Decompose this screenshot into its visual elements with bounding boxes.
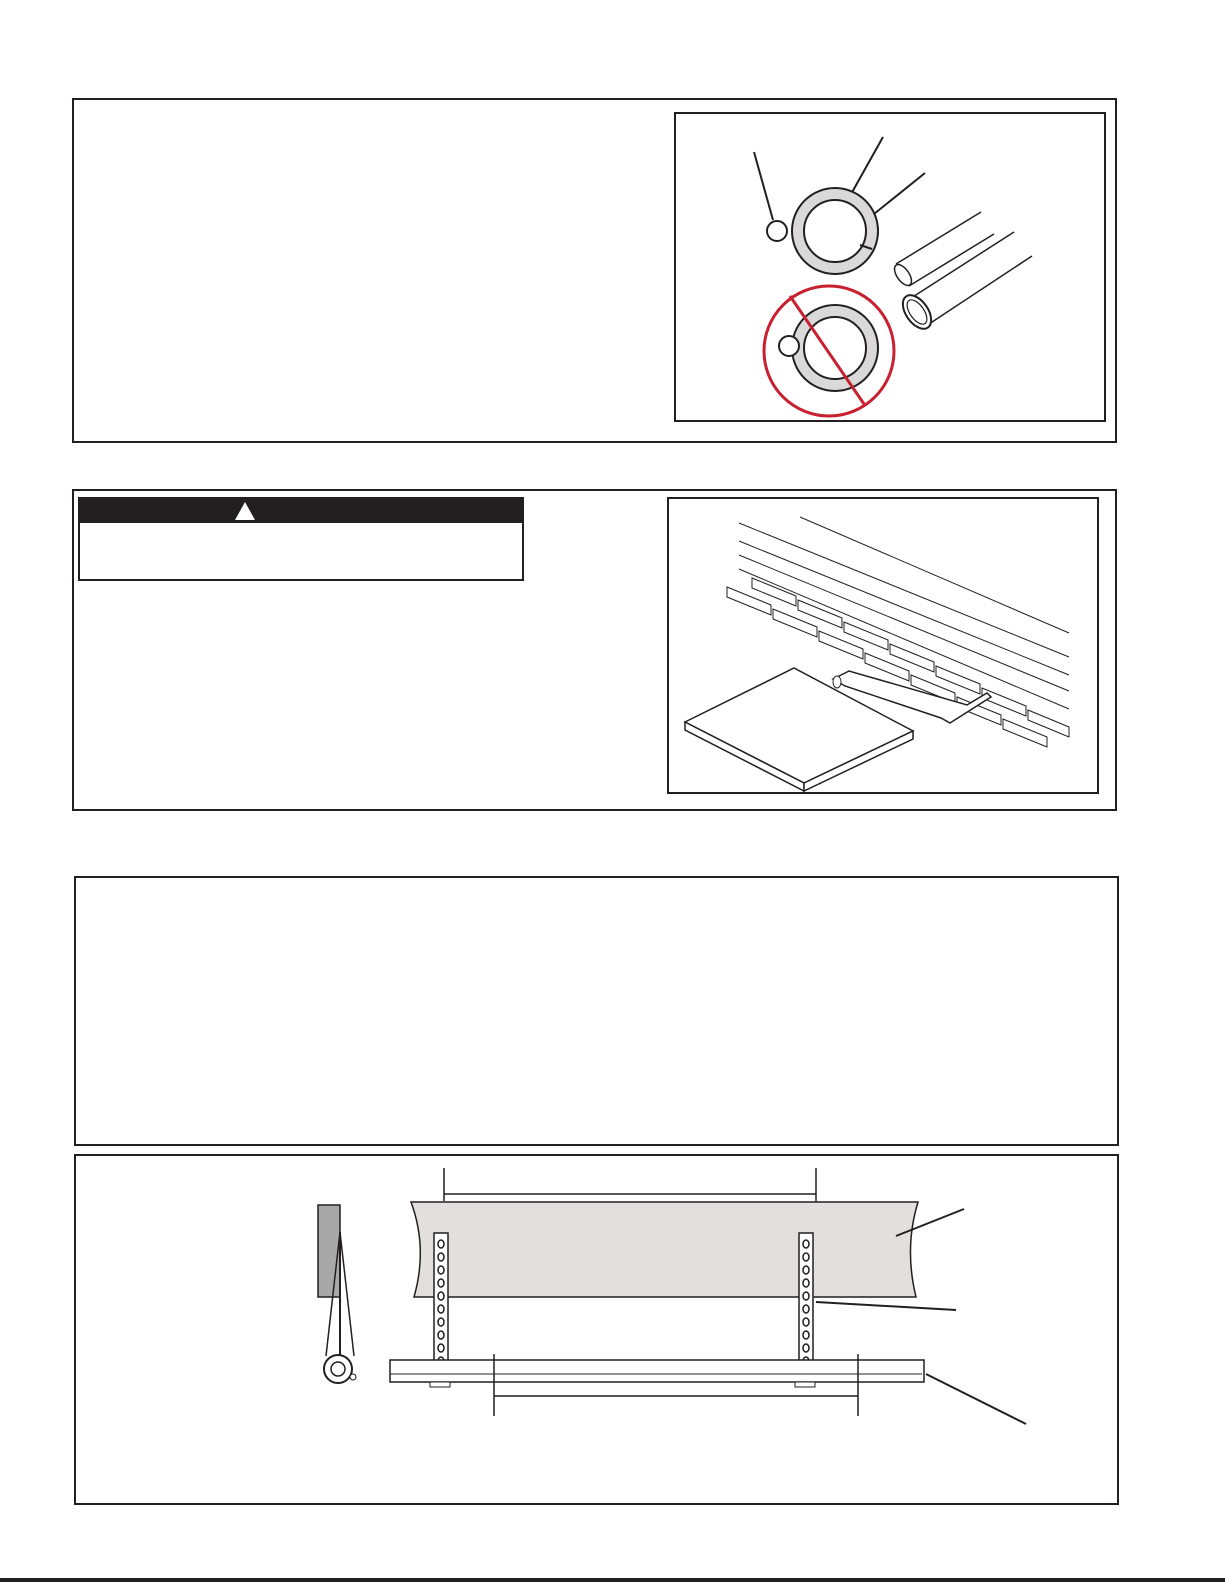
wall-bracket-illustration xyxy=(669,499,1097,792)
warning-box xyxy=(78,497,524,581)
panel-rail-figure xyxy=(74,1154,1119,1505)
panel-warning-step xyxy=(72,489,1117,811)
panel-instructions xyxy=(74,876,1119,1146)
figure-wall-bracket xyxy=(667,497,1099,794)
warning-header xyxy=(80,499,522,523)
rail-door-illustration xyxy=(76,1156,1117,1503)
pulley-bushing-illustration xyxy=(676,114,1104,420)
bushing-hole xyxy=(804,200,866,262)
figure-pulley-bushing xyxy=(674,112,1106,422)
page-bottom-rule xyxy=(0,1578,1225,1582)
pin-circle xyxy=(767,221,787,241)
panel-lubrication-step xyxy=(72,98,1117,443)
side-door-section xyxy=(318,1205,340,1297)
warning-triangle-icon xyxy=(233,500,257,522)
rail xyxy=(390,1360,924,1382)
door-panel xyxy=(411,1202,918,1297)
